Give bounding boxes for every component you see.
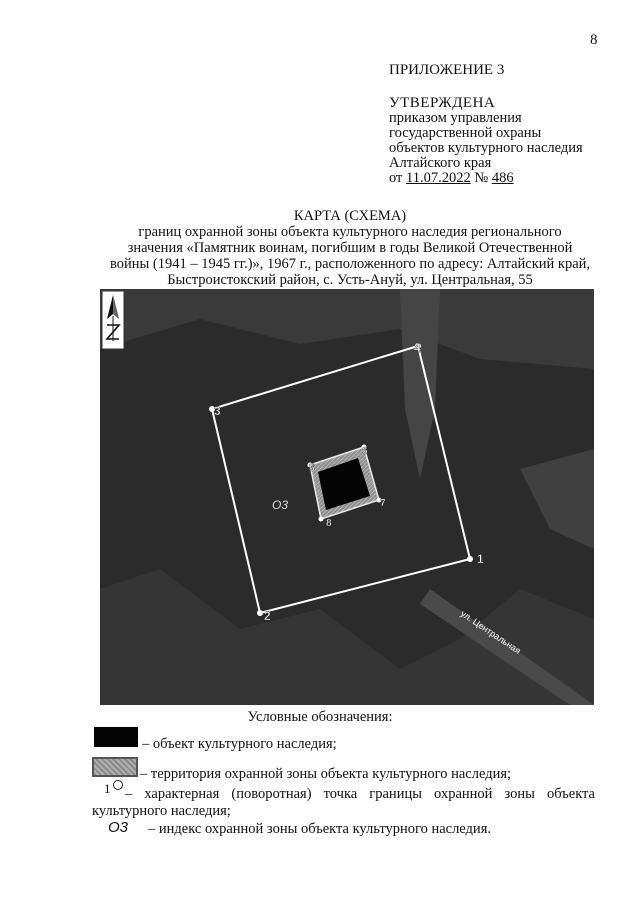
title-line: Быстроистокский район, с. Усть-Ануй, ул. Центральная, 55 (167, 272, 533, 288)
number-sign: № (470, 170, 492, 186)
date-prefix: от (389, 170, 407, 186)
legend-zone-code-text: – индекс охранной зоны объекта культурного наследия. (148, 821, 491, 837)
point-label: 8 (326, 518, 332, 529)
legend-zone-text: – территория охранной зоны объекта культурного наследия; (140, 766, 512, 782)
boundary-point (257, 610, 263, 616)
street-label: ул. Центральная (458, 608, 523, 656)
boundary-point (319, 517, 324, 522)
appendix-label: ПРИЛОЖЕНИЕ 3 (389, 62, 505, 78)
order-line: Алтайского края (389, 155, 492, 171)
boundary-point (467, 556, 473, 562)
title-line: границ охранной зоны объекта культурного наследия регионального (138, 224, 562, 240)
legend-zone-code: О3 (108, 819, 129, 836)
point-label: 1 (477, 552, 484, 566)
point-label: 6 (362, 446, 368, 457)
legend-point-number: 1 (104, 781, 111, 796)
order-number: 486 (491, 170, 514, 186)
document-title (60, 208, 640, 288)
point-label: 7 (380, 498, 386, 509)
page-number: 8 (590, 32, 598, 48)
approved-label: УТВЕРЖДЕНА (389, 95, 496, 111)
north-arrow-icon (102, 291, 124, 349)
approval-block (389, 96, 583, 186)
order-date-line (389, 171, 583, 186)
title-line: значения «Памятник воинам, погибшим в годы Великой Отечественной (127, 240, 573, 256)
legend-object-swatch (94, 727, 138, 747)
order-line: государственной охраны (389, 125, 542, 141)
legend-point-text-continued: культурного наследия; (92, 803, 231, 819)
title-heading: КАРТА (СХЕМА) (293, 208, 407, 224)
order-line: объектов культурного наследия (389, 140, 583, 156)
legend-point-circle-icon (113, 780, 123, 790)
point-label: 3 (214, 404, 221, 418)
title-line: войны (1941 – 1945 гг.)», 1967 г., расположенного по адресу: Алтайский край, (109, 256, 591, 272)
point-label: 4 (414, 341, 421, 355)
zone-label: О3 (272, 498, 289, 512)
order-date: 11.07.2022 (406, 170, 471, 186)
point-label: 5 (309, 463, 315, 474)
order-line: приказом управления (389, 110, 522, 126)
site-map (100, 289, 594, 705)
point-label: 2 (264, 609, 271, 623)
legend-zone-swatch (92, 757, 138, 777)
legend-title: Условные обозначения: (247, 709, 393, 725)
legend-point-text: – характерная (поворотная) точка границы охранной зоны объекта (125, 786, 595, 802)
legend-object-text: – объект культурного наследия; (142, 736, 337, 752)
